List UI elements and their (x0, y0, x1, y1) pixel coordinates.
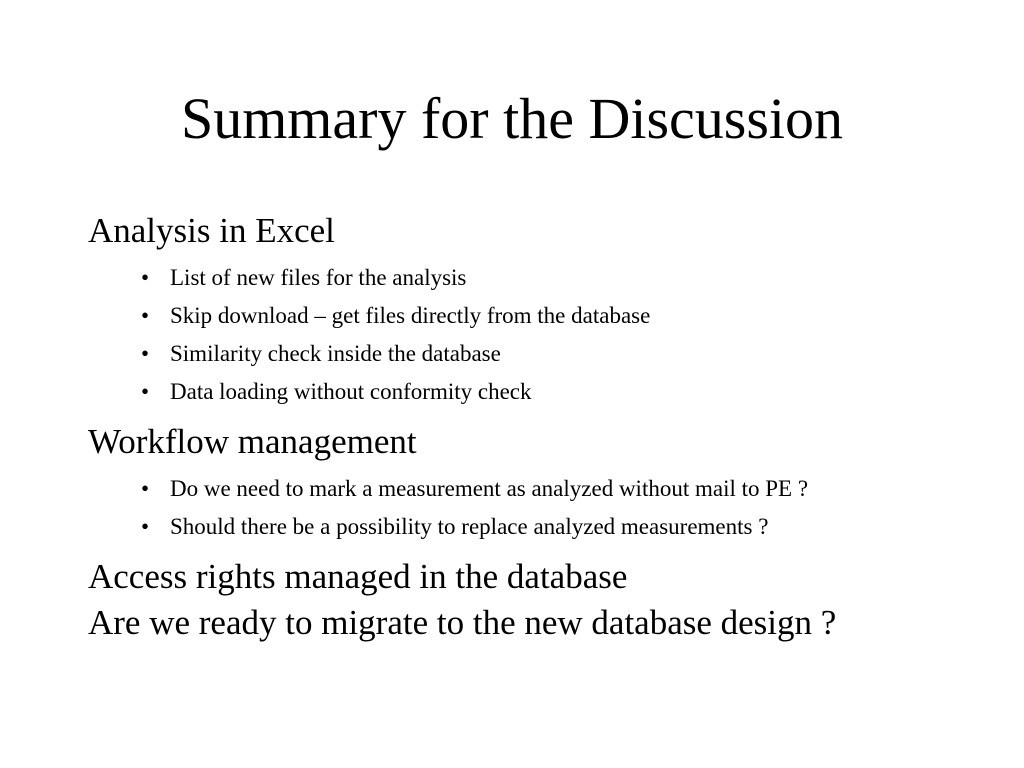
bullet-icon: • (141, 303, 150, 328)
sub-bullet-item (141, 335, 1008, 373)
sub-bullet-text: Should there be a possibility to replace analyzed measurements ? (170, 514, 769, 539)
section-heading: Workflow management (88, 422, 417, 461)
sub-bullet-text: Skip download – get files directly from the database (170, 303, 651, 328)
sub-bullet-text: Data loading without conformity check (170, 379, 532, 404)
section-heading: Analysis in Excel (88, 211, 335, 250)
sub-bullet-item (141, 373, 1008, 411)
bullet-icon: • (141, 341, 150, 366)
sub-bullet-text: Similarity check inside the database (170, 341, 501, 366)
slide-title: Summary for the Discussion (180, 86, 844, 151)
sub-bullet-list (88, 259, 1008, 411)
bullet-icon: • (141, 265, 150, 290)
sub-bullet-item (141, 259, 1008, 297)
bullet-icon: • (141, 379, 150, 404)
sub-bullet-item (141, 508, 1008, 546)
sub-bullet-text: List of new files for the analysis (170, 265, 467, 290)
sub-bullet-text: Do we need to mark a measurement as analyzed without mail to PE ? (170, 476, 809, 501)
sub-bullet-list (88, 470, 1008, 546)
section-access-rights (88, 554, 1008, 600)
sub-bullet-item (141, 470, 1008, 508)
bullet-icon: • (141, 514, 150, 539)
sub-bullet-item (141, 297, 1008, 335)
section-workflow-management (88, 419, 1008, 546)
section-analysis-in-excel (88, 208, 1008, 411)
section-heading: Are we ready to migrate to the new database design ? (88, 603, 837, 642)
section-heading: Access rights managed in the database (88, 557, 628, 596)
slide-content (88, 208, 1008, 646)
bullet-icon: • (141, 476, 150, 501)
section-migration-question (88, 600, 1008, 646)
